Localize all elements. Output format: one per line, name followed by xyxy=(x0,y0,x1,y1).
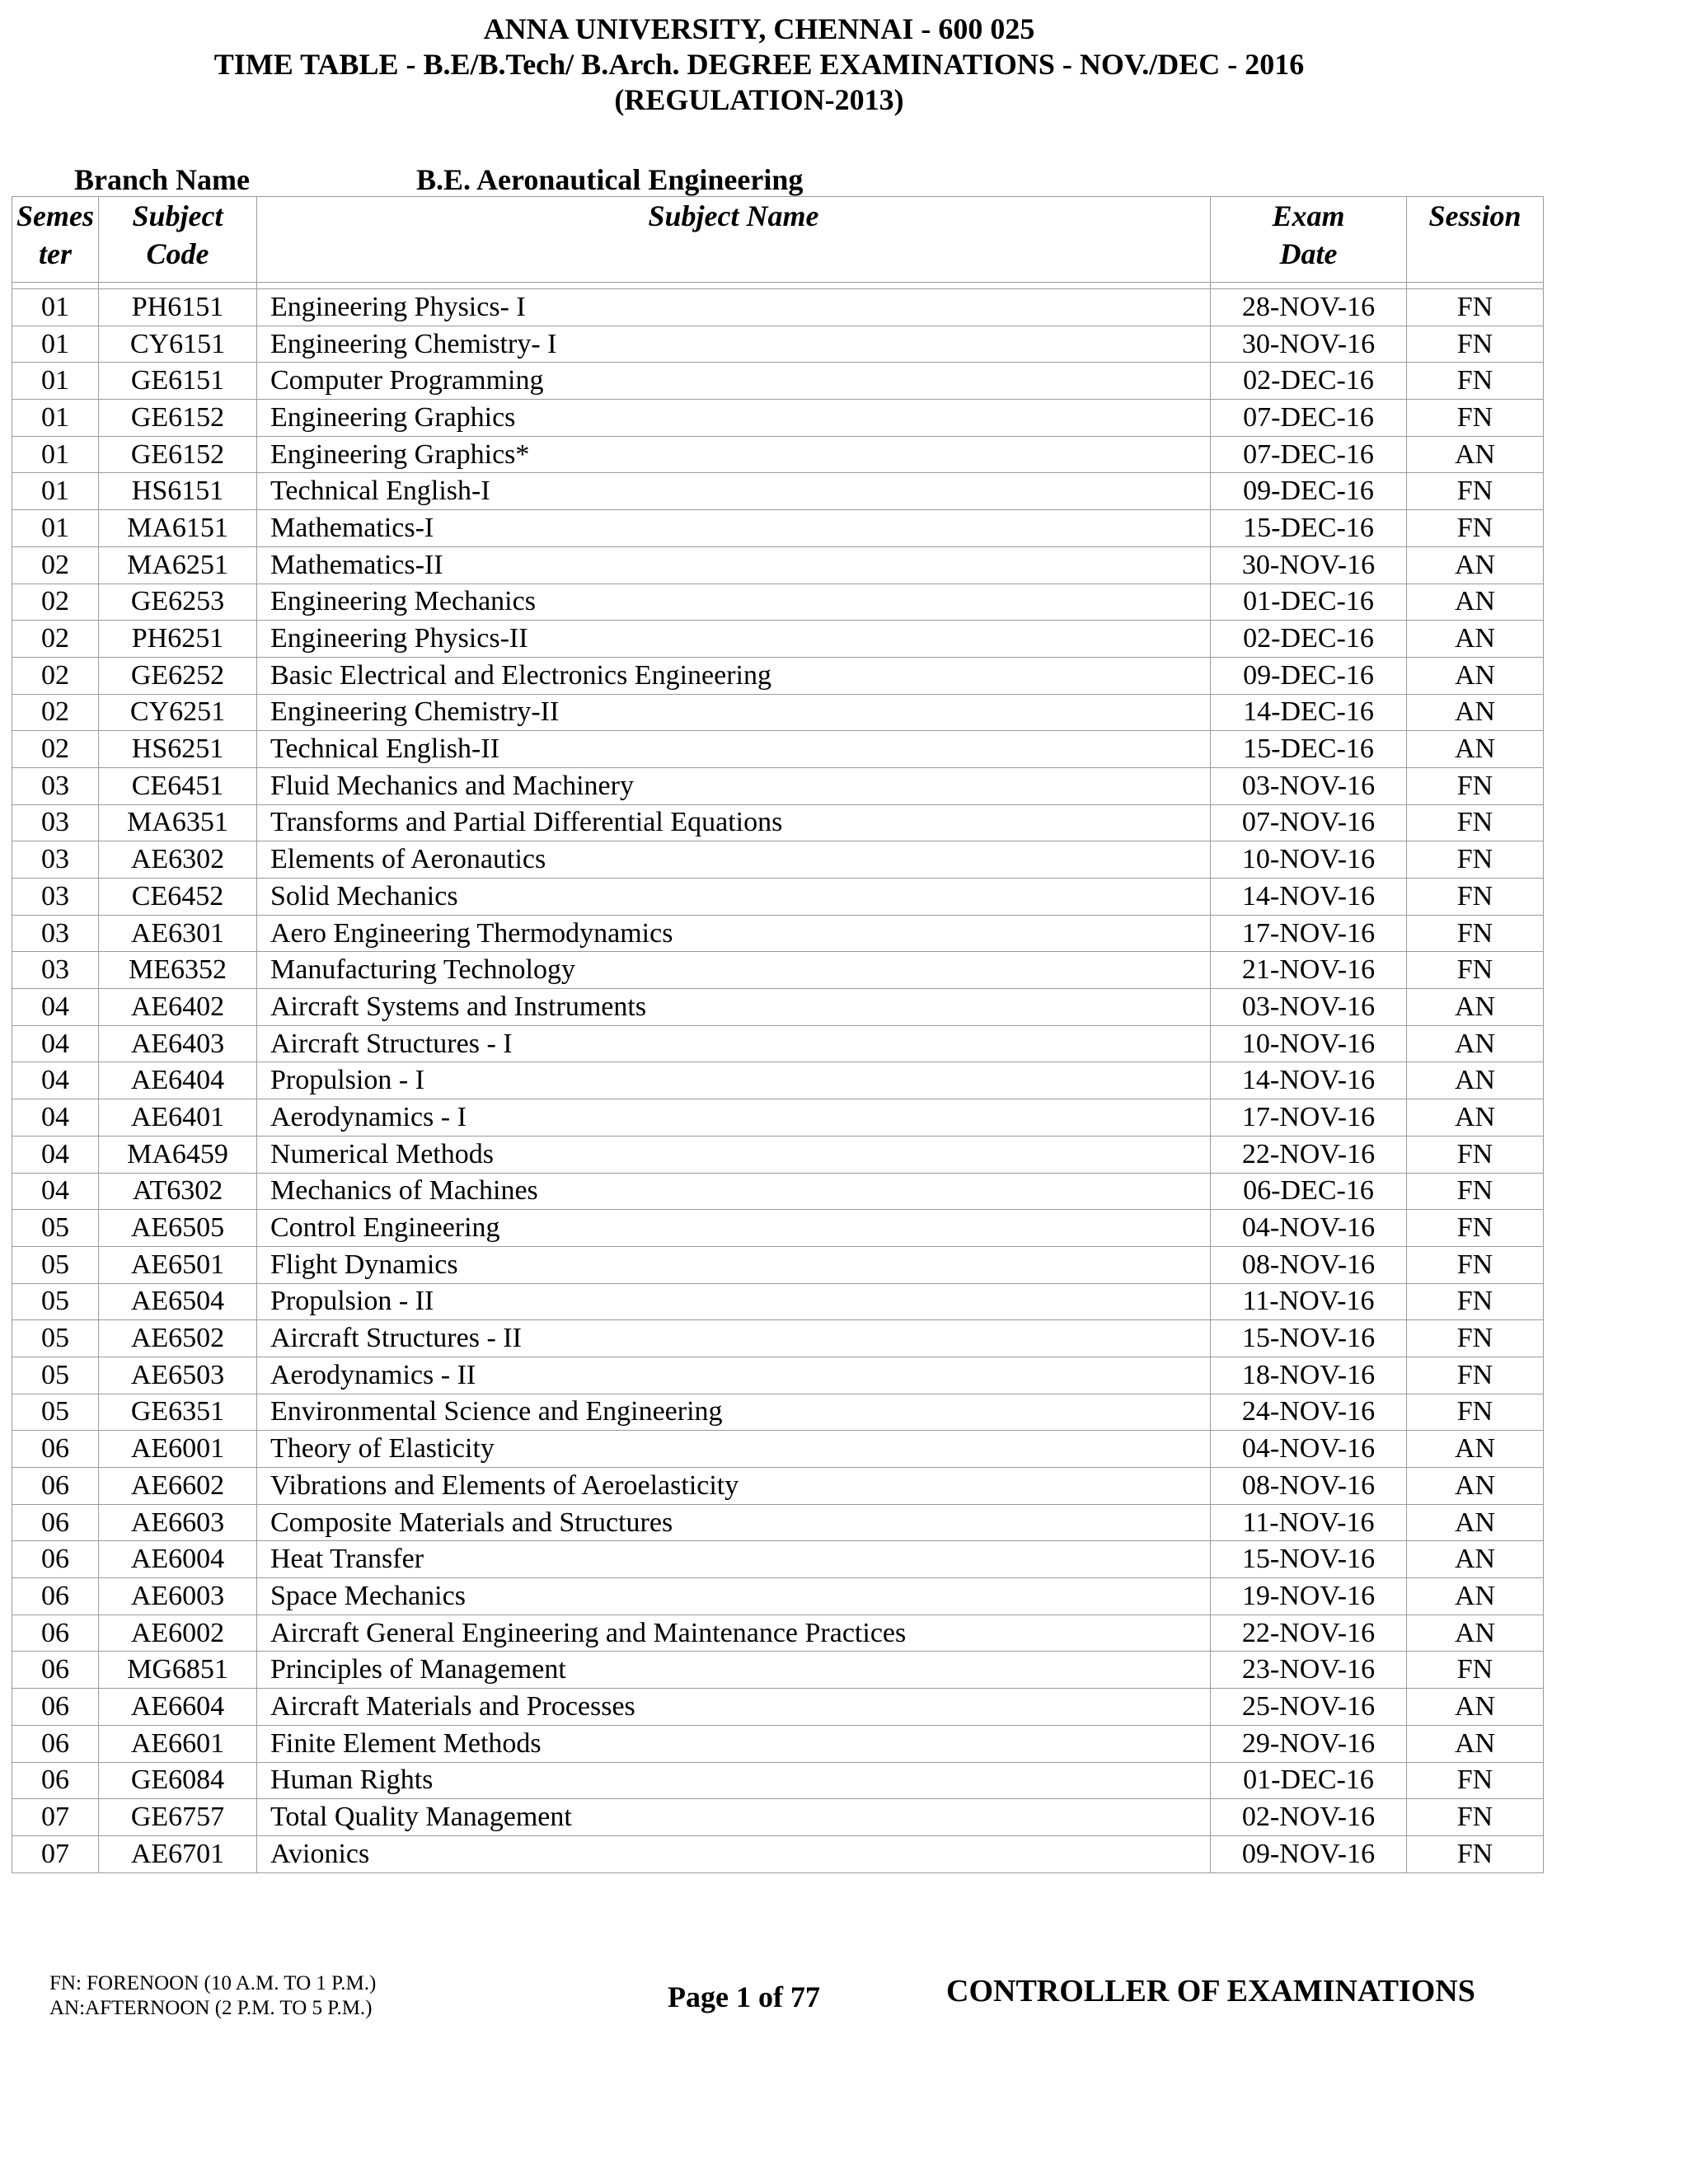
subject-name-cell: Avionics xyxy=(257,1835,1211,1872)
table-row xyxy=(12,952,1544,989)
session-cell: FN xyxy=(1407,767,1544,804)
semester-cell: 04 xyxy=(12,1099,99,1137)
table-row xyxy=(12,767,1544,804)
exam-date-cell: 07-NOV-16 xyxy=(1211,804,1407,841)
session-cell: AN xyxy=(1407,1504,1544,1541)
subject-code-cell: GE6151 xyxy=(99,363,257,400)
semester-cell: 04 xyxy=(12,1136,99,1173)
subject-code-cell: MA6251 xyxy=(99,546,257,583)
exam-date-cell: 24-NOV-16 xyxy=(1211,1394,1407,1431)
session-cell: FN xyxy=(1407,510,1544,547)
semester-cell: 05 xyxy=(12,1394,99,1431)
semester-cell: 04 xyxy=(12,1025,99,1062)
timetable xyxy=(12,196,1544,1873)
table-row xyxy=(12,1541,1544,1578)
session-cell: AN xyxy=(1407,1468,1544,1505)
subject-code-cell: AE6403 xyxy=(99,1025,257,1062)
table-row xyxy=(12,804,1544,841)
subject-name-cell: Solid Mechanics xyxy=(257,879,1211,916)
subject-name-cell: Principles of Management xyxy=(257,1652,1211,1689)
document-header xyxy=(0,12,1518,118)
subject-code-cell: PH6151 xyxy=(99,289,257,326)
exam-date-cell: 25-NOV-16 xyxy=(1211,1689,1407,1726)
session-cell: AN xyxy=(1407,621,1544,658)
subject-name-cell: Aircraft Structures - II xyxy=(257,1320,1211,1357)
session-cell: FN xyxy=(1407,1835,1544,1872)
subject-name-cell: Engineering Graphics xyxy=(257,400,1211,437)
subject-code-cell: AT6302 xyxy=(99,1173,257,1210)
column-header-semester: Semes ter xyxy=(12,197,99,283)
subject-code-cell: AE6503 xyxy=(99,1357,257,1394)
exam-date-cell: 10-NOV-16 xyxy=(1211,841,1407,879)
subject-code-cell: AE6301 xyxy=(99,915,257,952)
subject-code-cell: CE6452 xyxy=(99,879,257,916)
subject-name-cell: Theory of Elasticity xyxy=(257,1431,1211,1468)
subject-name-cell: Control Engineering xyxy=(257,1210,1211,1247)
session-cell: AN xyxy=(1407,731,1544,768)
subject-name-cell: Fluid Mechanics and Machinery xyxy=(257,767,1211,804)
table-header-row xyxy=(12,197,1544,283)
semester-cell: 06 xyxy=(12,1541,99,1578)
session-cell: AN xyxy=(1407,436,1544,473)
session-cell: AN xyxy=(1407,694,1544,731)
semester-cell: 06 xyxy=(12,1468,99,1505)
subject-code-cell: AE6505 xyxy=(99,1210,257,1247)
subject-name-cell: Aerodynamics - II xyxy=(257,1357,1211,1394)
subject-code-cell: AE6302 xyxy=(99,841,257,879)
semester-cell: 04 xyxy=(12,1062,99,1099)
semester-cell: 01 xyxy=(12,326,99,363)
session-cell: FN xyxy=(1407,1652,1544,1689)
table-row xyxy=(12,1468,1544,1505)
exam-date-cell: 11-NOV-16 xyxy=(1211,1283,1407,1320)
table-row xyxy=(12,621,1544,658)
exam-date-cell: 30-NOV-16 xyxy=(1211,326,1407,363)
subject-name-cell: Basic Electrical and Electronics Engineering xyxy=(257,657,1211,694)
table-row xyxy=(12,1394,1544,1431)
session-cell: AN xyxy=(1407,1725,1544,1762)
subject-code-cell: AE6004 xyxy=(99,1541,257,1578)
table-row xyxy=(12,1210,1544,1247)
subject-name-cell: Engineering Chemistry- I xyxy=(257,326,1211,363)
semester-cell: 06 xyxy=(12,1504,99,1541)
semester-cell: 02 xyxy=(12,694,99,731)
table-row xyxy=(12,1725,1544,1762)
session-cell: AN xyxy=(1407,1615,1544,1652)
controller-signature: CONTROLLER OF EXAMINATIONS xyxy=(946,1974,1475,2008)
semester-cell: 01 xyxy=(12,510,99,547)
subject-code-cell: GE6084 xyxy=(99,1762,257,1799)
table-row xyxy=(12,1835,1544,1872)
session-cell: FN xyxy=(1407,363,1544,400)
subject-code-cell: AE6504 xyxy=(99,1283,257,1320)
semester-cell: 01 xyxy=(12,289,99,326)
subject-name-cell: Computer Programming xyxy=(257,363,1211,400)
subject-code-cell: GE6757 xyxy=(99,1799,257,1836)
exam-date-cell: 15-NOV-16 xyxy=(1211,1541,1407,1578)
exam-date-cell: 09-NOV-16 xyxy=(1211,1835,1407,1872)
exam-date-cell: 07-DEC-16 xyxy=(1211,400,1407,437)
table-row xyxy=(12,1689,1544,1726)
table-row xyxy=(12,1320,1544,1357)
subject-name-cell: Aerodynamics - I xyxy=(257,1099,1211,1137)
semester-cell: 01 xyxy=(12,400,99,437)
table-row xyxy=(12,915,1544,952)
table-row xyxy=(12,657,1544,694)
session-cell: FN xyxy=(1407,326,1544,363)
subject-name-cell: Heat Transfer xyxy=(257,1541,1211,1578)
exam-date-cell: 09-DEC-16 xyxy=(1211,473,1407,510)
table-row xyxy=(12,546,1544,583)
subject-code-cell: AE6003 xyxy=(99,1578,257,1615)
table-row xyxy=(12,436,1544,473)
exam-date-cell: 21-NOV-16 xyxy=(1211,952,1407,989)
branch-name-value: B.E. Aeronautical Engineering xyxy=(416,163,804,196)
header-gap-row xyxy=(12,283,1544,289)
subject-code-cell: AE6602 xyxy=(99,1468,257,1505)
session-cell: FN xyxy=(1407,915,1544,952)
subject-name-cell: Aircraft Systems and Instruments xyxy=(257,989,1211,1026)
semester-cell: 06 xyxy=(12,1615,99,1652)
subject-code-cell: GE6252 xyxy=(99,657,257,694)
session-cell: FN xyxy=(1407,1210,1544,1247)
semester-cell: 02 xyxy=(12,731,99,768)
subject-code-cell: AE6502 xyxy=(99,1320,257,1357)
subject-name-cell: Human Rights xyxy=(257,1762,1211,1799)
subject-code-cell: CY6251 xyxy=(99,694,257,731)
exam-date-cell: 10-NOV-16 xyxy=(1211,1025,1407,1062)
semester-cell: 03 xyxy=(12,915,99,952)
session-cell: AN xyxy=(1407,1062,1544,1099)
session-cell: FN xyxy=(1407,1799,1544,1836)
subject-name-cell: Aircraft Materials and Processes xyxy=(257,1689,1211,1726)
exam-date-cell: 08-NOV-16 xyxy=(1211,1468,1407,1505)
semester-cell: 02 xyxy=(12,583,99,621)
exam-date-cell: 23-NOV-16 xyxy=(1211,1652,1407,1689)
table-row xyxy=(12,1283,1544,1320)
session-cell: AN xyxy=(1407,583,1544,621)
subject-code-cell: CE6451 xyxy=(99,767,257,804)
exam-date-cell: 17-NOV-16 xyxy=(1211,915,1407,952)
table-row xyxy=(12,1762,1544,1799)
semester-cell: 02 xyxy=(12,621,99,658)
exam-date-cell: 17-NOV-16 xyxy=(1211,1099,1407,1137)
exam-date-cell: 18-NOV-16 xyxy=(1211,1357,1407,1394)
branch-name-label: Branch Name xyxy=(74,163,250,196)
legend-afternoon: AN:AFTERNOON (2 P.M. TO 5 P.M.) xyxy=(49,1997,373,2019)
subject-name-cell: Finite Element Methods xyxy=(257,1725,1211,1762)
subject-name-cell: Aircraft General Engineering and Maintenance Practices xyxy=(257,1615,1211,1652)
column-header-exam-date: Exam Date xyxy=(1211,197,1407,283)
exam-date-cell: 02-DEC-16 xyxy=(1211,621,1407,658)
subject-code-cell: GE6253 xyxy=(99,583,257,621)
session-cell: FN xyxy=(1407,289,1544,326)
timetable-body xyxy=(12,283,1544,1873)
semester-cell: 07 xyxy=(12,1799,99,1836)
session-cell: FN xyxy=(1407,1283,1544,1320)
exam-date-cell: 09-DEC-16 xyxy=(1211,657,1407,694)
semester-cell: 02 xyxy=(12,546,99,583)
semester-cell: 05 xyxy=(12,1357,99,1394)
subject-name-cell: Vibrations and Elements of Aeroelasticity xyxy=(257,1468,1211,1505)
semester-cell: 03 xyxy=(12,952,99,989)
subject-code-cell: ME6352 xyxy=(99,952,257,989)
exam-date-cell: 29-NOV-16 xyxy=(1211,1725,1407,1762)
subject-name-cell: Space Mechanics xyxy=(257,1578,1211,1615)
exam-date-cell: 01-DEC-16 xyxy=(1211,583,1407,621)
table-row xyxy=(12,1504,1544,1541)
semester-cell: 01 xyxy=(12,436,99,473)
timetable-title: TIME TABLE - B.E/B.Tech/ B.Arch. DEGREE EXAMINATIONS - NOV./DEC - 2016 xyxy=(213,48,1305,81)
table-row xyxy=(12,731,1544,768)
exam-date-cell: 22-NOV-16 xyxy=(1211,1136,1407,1173)
semester-cell: 06 xyxy=(12,1431,99,1468)
subject-name-cell: Aero Engineering Thermodynamics xyxy=(257,915,1211,952)
exam-date-cell: 03-NOV-16 xyxy=(1211,989,1407,1026)
subject-name-cell: Engineering Physics-II xyxy=(257,621,1211,658)
subject-code-cell: AE6701 xyxy=(99,1835,257,1872)
subject-name-cell: Engineering Graphics* xyxy=(257,436,1211,473)
subject-name-cell: Propulsion - II xyxy=(257,1283,1211,1320)
semester-cell: 03 xyxy=(12,841,99,879)
table-row xyxy=(12,1615,1544,1652)
exam-date-cell: 02-DEC-16 xyxy=(1211,363,1407,400)
regulation-title: (REGULATION-2013) xyxy=(614,83,904,116)
semester-cell: 01 xyxy=(12,363,99,400)
session-cell: FN xyxy=(1407,879,1544,916)
table-row xyxy=(12,1173,1544,1210)
subject-code-cell: CY6151 xyxy=(99,326,257,363)
exam-date-cell: 11-NOV-16 xyxy=(1211,1504,1407,1541)
session-cell: FN xyxy=(1407,1136,1544,1173)
table-row xyxy=(12,694,1544,731)
subject-code-cell: AE6002 xyxy=(99,1615,257,1652)
subject-name-cell: Environmental Science and Engineering xyxy=(257,1394,1211,1431)
subject-name-cell: Mathematics-II xyxy=(257,546,1211,583)
semester-cell: 06 xyxy=(12,1652,99,1689)
subject-code-cell: AE6404 xyxy=(99,1062,257,1099)
table-row xyxy=(12,1136,1544,1173)
semester-cell: 07 xyxy=(12,1835,99,1872)
exam-date-cell: 03-NOV-16 xyxy=(1211,767,1407,804)
subject-code-cell: HS6251 xyxy=(99,731,257,768)
table-row xyxy=(12,1025,1544,1062)
subject-name-cell: Aircraft Structures - I xyxy=(257,1025,1211,1062)
exam-date-cell: 15-DEC-16 xyxy=(1211,731,1407,768)
semester-cell: 04 xyxy=(12,1173,99,1210)
session-cell: AN xyxy=(1407,546,1544,583)
subject-name-cell: Flight Dynamics xyxy=(257,1246,1211,1283)
exam-date-cell: 15-NOV-16 xyxy=(1211,1320,1407,1357)
subject-code-cell: GE6152 xyxy=(99,436,257,473)
semester-cell: 05 xyxy=(12,1320,99,1357)
exam-date-cell: 02-NOV-16 xyxy=(1211,1799,1407,1836)
subject-name-cell: Numerical Methods xyxy=(257,1136,1211,1173)
semester-cell: 03 xyxy=(12,879,99,916)
subject-name-cell: Technical English-II xyxy=(257,731,1211,768)
exam-date-cell: 06-DEC-16 xyxy=(1211,1173,1407,1210)
subject-name-cell: Manufacturing Technology xyxy=(257,952,1211,989)
subject-code-cell: AE6501 xyxy=(99,1246,257,1283)
subject-code-cell: AE6401 xyxy=(99,1099,257,1137)
session-cell: FN xyxy=(1407,1762,1544,1799)
subject-name-cell: Engineering Physics- I xyxy=(257,289,1211,326)
session-cell: AN xyxy=(1407,1689,1544,1726)
semester-cell: 06 xyxy=(12,1762,99,1799)
subject-code-cell: AE6402 xyxy=(99,989,257,1026)
session-cell: AN xyxy=(1407,1541,1544,1578)
table-row xyxy=(12,326,1544,363)
session-cell: FN xyxy=(1407,473,1544,510)
exam-date-cell: 14-NOV-16 xyxy=(1211,1062,1407,1099)
subject-code-cell: MA6459 xyxy=(99,1136,257,1173)
semester-cell: 02 xyxy=(12,657,99,694)
column-header-subject-code: Subject Code xyxy=(99,197,257,283)
subject-name-cell: Composite Materials and Structures xyxy=(257,1504,1211,1541)
exam-date-cell: 04-NOV-16 xyxy=(1211,1431,1407,1468)
subject-name-cell: Propulsion - I xyxy=(257,1062,1211,1099)
table-row xyxy=(12,1431,1544,1468)
subject-code-cell: GE6351 xyxy=(99,1394,257,1431)
exam-date-cell: 28-NOV-16 xyxy=(1211,289,1407,326)
table-row xyxy=(12,289,1544,326)
table-row xyxy=(12,1652,1544,1689)
table-row xyxy=(12,1799,1544,1836)
session-cell: FN xyxy=(1407,400,1544,437)
table-row xyxy=(12,1246,1544,1283)
session-cell: FN xyxy=(1407,1320,1544,1357)
subject-code-cell: AE6604 xyxy=(99,1689,257,1726)
table-row xyxy=(12,583,1544,621)
subject-code-cell: MA6151 xyxy=(99,510,257,547)
session-cell: AN xyxy=(1407,657,1544,694)
table-row xyxy=(12,841,1544,879)
subject-name-cell: Engineering Chemistry-II xyxy=(257,694,1211,731)
subject-name-cell: Mathematics-I xyxy=(257,510,1211,547)
subject-code-cell: HS6151 xyxy=(99,473,257,510)
university-title: ANNA UNIVERSITY, CHENNAI - 600 025 xyxy=(483,12,1035,45)
exam-date-cell: 04-NOV-16 xyxy=(1211,1210,1407,1247)
exam-date-cell: 08-NOV-16 xyxy=(1211,1246,1407,1283)
subject-code-cell: AE6601 xyxy=(99,1725,257,1762)
session-cell: AN xyxy=(1407,1578,1544,1615)
subject-name-cell: Technical English-I xyxy=(257,473,1211,510)
session-cell: FN xyxy=(1407,1394,1544,1431)
semester-cell: 06 xyxy=(12,1725,99,1762)
subject-name-cell: Engineering Mechanics xyxy=(257,583,1211,621)
session-legend xyxy=(49,1971,376,2021)
subject-name-cell: Mechanics of Machines xyxy=(257,1173,1211,1210)
semester-cell: 06 xyxy=(12,1689,99,1726)
semester-cell: 03 xyxy=(12,804,99,841)
exam-date-cell: 07-DEC-16 xyxy=(1211,436,1407,473)
table-row xyxy=(12,1578,1544,1615)
session-cell: AN xyxy=(1407,1099,1544,1137)
semester-cell: 05 xyxy=(12,1246,99,1283)
session-cell: FN xyxy=(1407,1246,1544,1283)
subject-code-cell: GE6152 xyxy=(99,400,257,437)
subject-code-cell: AE6603 xyxy=(99,1504,257,1541)
session-cell: AN xyxy=(1407,1431,1544,1468)
semester-cell: 05 xyxy=(12,1283,99,1320)
table-row xyxy=(12,510,1544,547)
exam-date-cell: 14-DEC-16 xyxy=(1211,694,1407,731)
semester-cell: 04 xyxy=(12,989,99,1026)
subject-name-cell: Total Quality Management xyxy=(257,1799,1211,1836)
column-header-session: Session xyxy=(1407,197,1544,283)
session-cell: FN xyxy=(1407,1357,1544,1394)
table-row xyxy=(12,400,1544,437)
semester-cell: 03 xyxy=(12,767,99,804)
session-cell: FN xyxy=(1407,1173,1544,1210)
page-number: Page 1 of 77 xyxy=(668,1980,820,2013)
subject-name-cell: Elements of Aeronautics xyxy=(257,841,1211,879)
exam-date-cell: 14-NOV-16 xyxy=(1211,879,1407,916)
session-cell: AN xyxy=(1407,989,1544,1026)
exam-date-cell: 15-DEC-16 xyxy=(1211,510,1407,547)
exam-date-cell: 30-NOV-16 xyxy=(1211,546,1407,583)
session-cell: FN xyxy=(1407,841,1544,879)
table-row xyxy=(12,1062,1544,1099)
subject-name-cell: Transforms and Partial Differential Equations xyxy=(257,804,1211,841)
exam-date-cell: 22-NOV-16 xyxy=(1211,1615,1407,1652)
column-header-subject-name: Subject Name xyxy=(257,197,1211,283)
subject-code-cell: MG6851 xyxy=(99,1652,257,1689)
semester-cell: 01 xyxy=(12,473,99,510)
subject-code-cell: MA6351 xyxy=(99,804,257,841)
table-row xyxy=(12,1357,1544,1394)
table-row xyxy=(12,363,1544,400)
legend-forenoon: FN: FORENOON (10 A.M. TO 1 P.M.) xyxy=(49,1972,377,1994)
subject-code-cell: PH6251 xyxy=(99,621,257,658)
table-row xyxy=(12,879,1544,916)
semester-cell: 05 xyxy=(12,1210,99,1247)
session-cell: FN xyxy=(1407,952,1544,989)
exam-date-cell: 01-DEC-16 xyxy=(1211,1762,1407,1799)
exam-date-cell: 19-NOV-16 xyxy=(1211,1578,1407,1615)
subject-code-cell: AE6001 xyxy=(99,1431,257,1468)
session-cell: FN xyxy=(1407,804,1544,841)
semester-cell: 06 xyxy=(12,1578,99,1615)
table-row xyxy=(12,989,1544,1026)
table-row xyxy=(12,1099,1544,1137)
table-row xyxy=(12,473,1544,510)
session-cell: AN xyxy=(1407,1025,1544,1062)
